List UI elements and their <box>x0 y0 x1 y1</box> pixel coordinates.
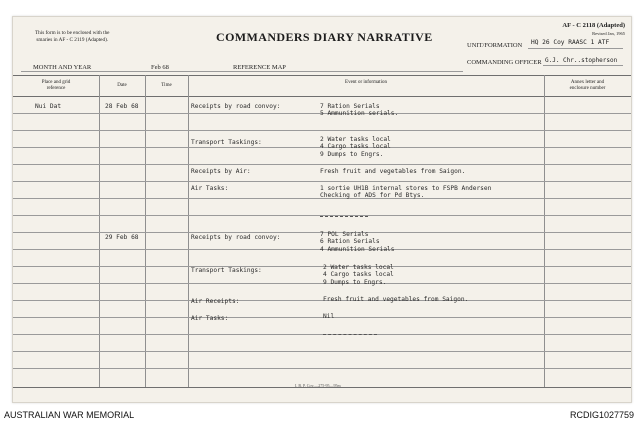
event-heading: Air Tasks: <box>191 315 229 322</box>
col-divider <box>544 75 545 387</box>
col-divider <box>145 75 146 387</box>
row-rule <box>13 181 631 182</box>
row-rule <box>13 368 631 369</box>
form-number: AF - C 2118 (Adapted) <box>562 22 625 29</box>
event-heading: Air Receipts: <box>191 298 240 305</box>
unit-formation-value: HQ 26 Coy RAASC 1 ATF <box>531 39 610 46</box>
event-detail-line: 4 Cargo tasks local <box>320 143 391 151</box>
row-rule <box>13 334 631 335</box>
event-detail-line: 4 Cargo tasks local <box>323 271 394 279</box>
event-detail: Nil <box>323 313 335 320</box>
event-detail-line: 7 Ration Serials <box>320 103 380 110</box>
event-heading: Transport Taskings: <box>191 139 262 146</box>
event-detail-line: Checking of ADS for Pd Btys. <box>320 192 425 200</box>
col-header-event: Event or information <box>345 80 387 85</box>
footer-source: AUSTRALIAN WAR MEMORIAL <box>4 410 135 420</box>
col-header-time: Time <box>161 83 172 88</box>
event-detail-line: 1 sortie UH1B internal stores to FSPB Andersen <box>320 185 492 192</box>
commanding-officer-label: COMMANDING OFFICER <box>467 59 542 66</box>
col-header-annex <box>544 80 631 92</box>
reference-map-label: REFERENCE MAP <box>233 64 286 71</box>
col-header-annex-line: enclosure number <box>569 86 606 91</box>
event-detail-line: 2 Water tasks local <box>323 264 394 271</box>
event-detail-line: 9 Dumps to Engrs. <box>323 278 387 286</box>
row-rule <box>13 266 631 267</box>
revised-date: Revised Jan, 1965 <box>592 31 625 36</box>
entry-separator <box>320 216 368 217</box>
event-detail: Fresh fruit and vegetables from Saigon. <box>323 296 469 303</box>
row-rule <box>13 300 631 301</box>
event-detail <box>320 136 391 158</box>
printer-imprint: I. B. P. Cov.—275-95—95m <box>295 383 341 388</box>
month-year-label: MONTH AND YEAR <box>33 64 92 71</box>
commanding-officer-value: G.J. Chr..stopherson <box>545 57 618 64</box>
row-rule <box>13 130 631 131</box>
month-underline <box>21 71 463 72</box>
col-divider <box>99 75 100 387</box>
table-top-rule <box>13 75 631 76</box>
event-detail <box>323 264 394 286</box>
entry-separator <box>323 334 377 335</box>
col-header-date: Date <box>117 83 127 88</box>
commanding-underline <box>543 65 623 66</box>
event-heading: Receipts by road convoy: <box>191 234 281 241</box>
event-heading: Air Tasks: <box>191 185 229 192</box>
date-entry: 29 Feb 68 <box>105 234 139 241</box>
row-rule <box>13 164 631 165</box>
event-detail <box>320 185 491 200</box>
col-header-place <box>13 80 99 92</box>
event-detail: Fresh fruit and vegetables from Saigon. <box>320 168 466 175</box>
page-title: COMMANDERS DIARY NARRATIVE <box>216 30 433 44</box>
event-detail <box>320 231 395 253</box>
col-header-place-line: reference <box>46 86 66 91</box>
event-detail-line: 9 Dumps to Engrs. <box>320 150 384 158</box>
col-header-place-line: Place and grid <box>41 80 71 85</box>
event-detail-line: 4 Ammunition Serials <box>320 245 395 253</box>
place-entry: Nui Dat <box>35 103 62 110</box>
event-detail <box>320 103 398 118</box>
row-rule <box>13 283 631 284</box>
unit-underline <box>528 48 623 49</box>
enclosure-note-line: This form is to be enclosed with the <box>35 30 110 36</box>
enclosure-note <box>35 30 109 43</box>
event-detail-line: 6 Ration Serials <box>320 238 380 246</box>
enclosure-note-line: smaries in AF - C 2119 (Adapted). <box>36 36 109 43</box>
date-entry: 28 Feb 68 <box>105 103 139 110</box>
col-divider <box>188 75 189 387</box>
event-heading: Receipts by Air: <box>191 168 251 175</box>
col-header-annex-line: Annex letter and <box>570 80 605 85</box>
month-year-value: Feb 68 <box>151 64 169 71</box>
event-detail-line: 5 Ammunition serials. <box>320 110 399 118</box>
event-detail-line: 2 Water tasks local <box>320 136 391 143</box>
event-detail-line: 7 POL Serials <box>320 231 369 238</box>
event-heading: Receipts by road convoy: <box>191 103 281 110</box>
diary-form-sheet <box>12 16 632 403</box>
unit-formation-label: UNIT/FORMATION <box>467 42 523 49</box>
row-rule <box>13 317 631 318</box>
event-heading: Transport Taskings: <box>191 267 262 274</box>
table-header-rule <box>13 96 631 97</box>
row-rule <box>13 351 631 352</box>
footer-record-id: RCDIG1027759 <box>569 410 634 420</box>
